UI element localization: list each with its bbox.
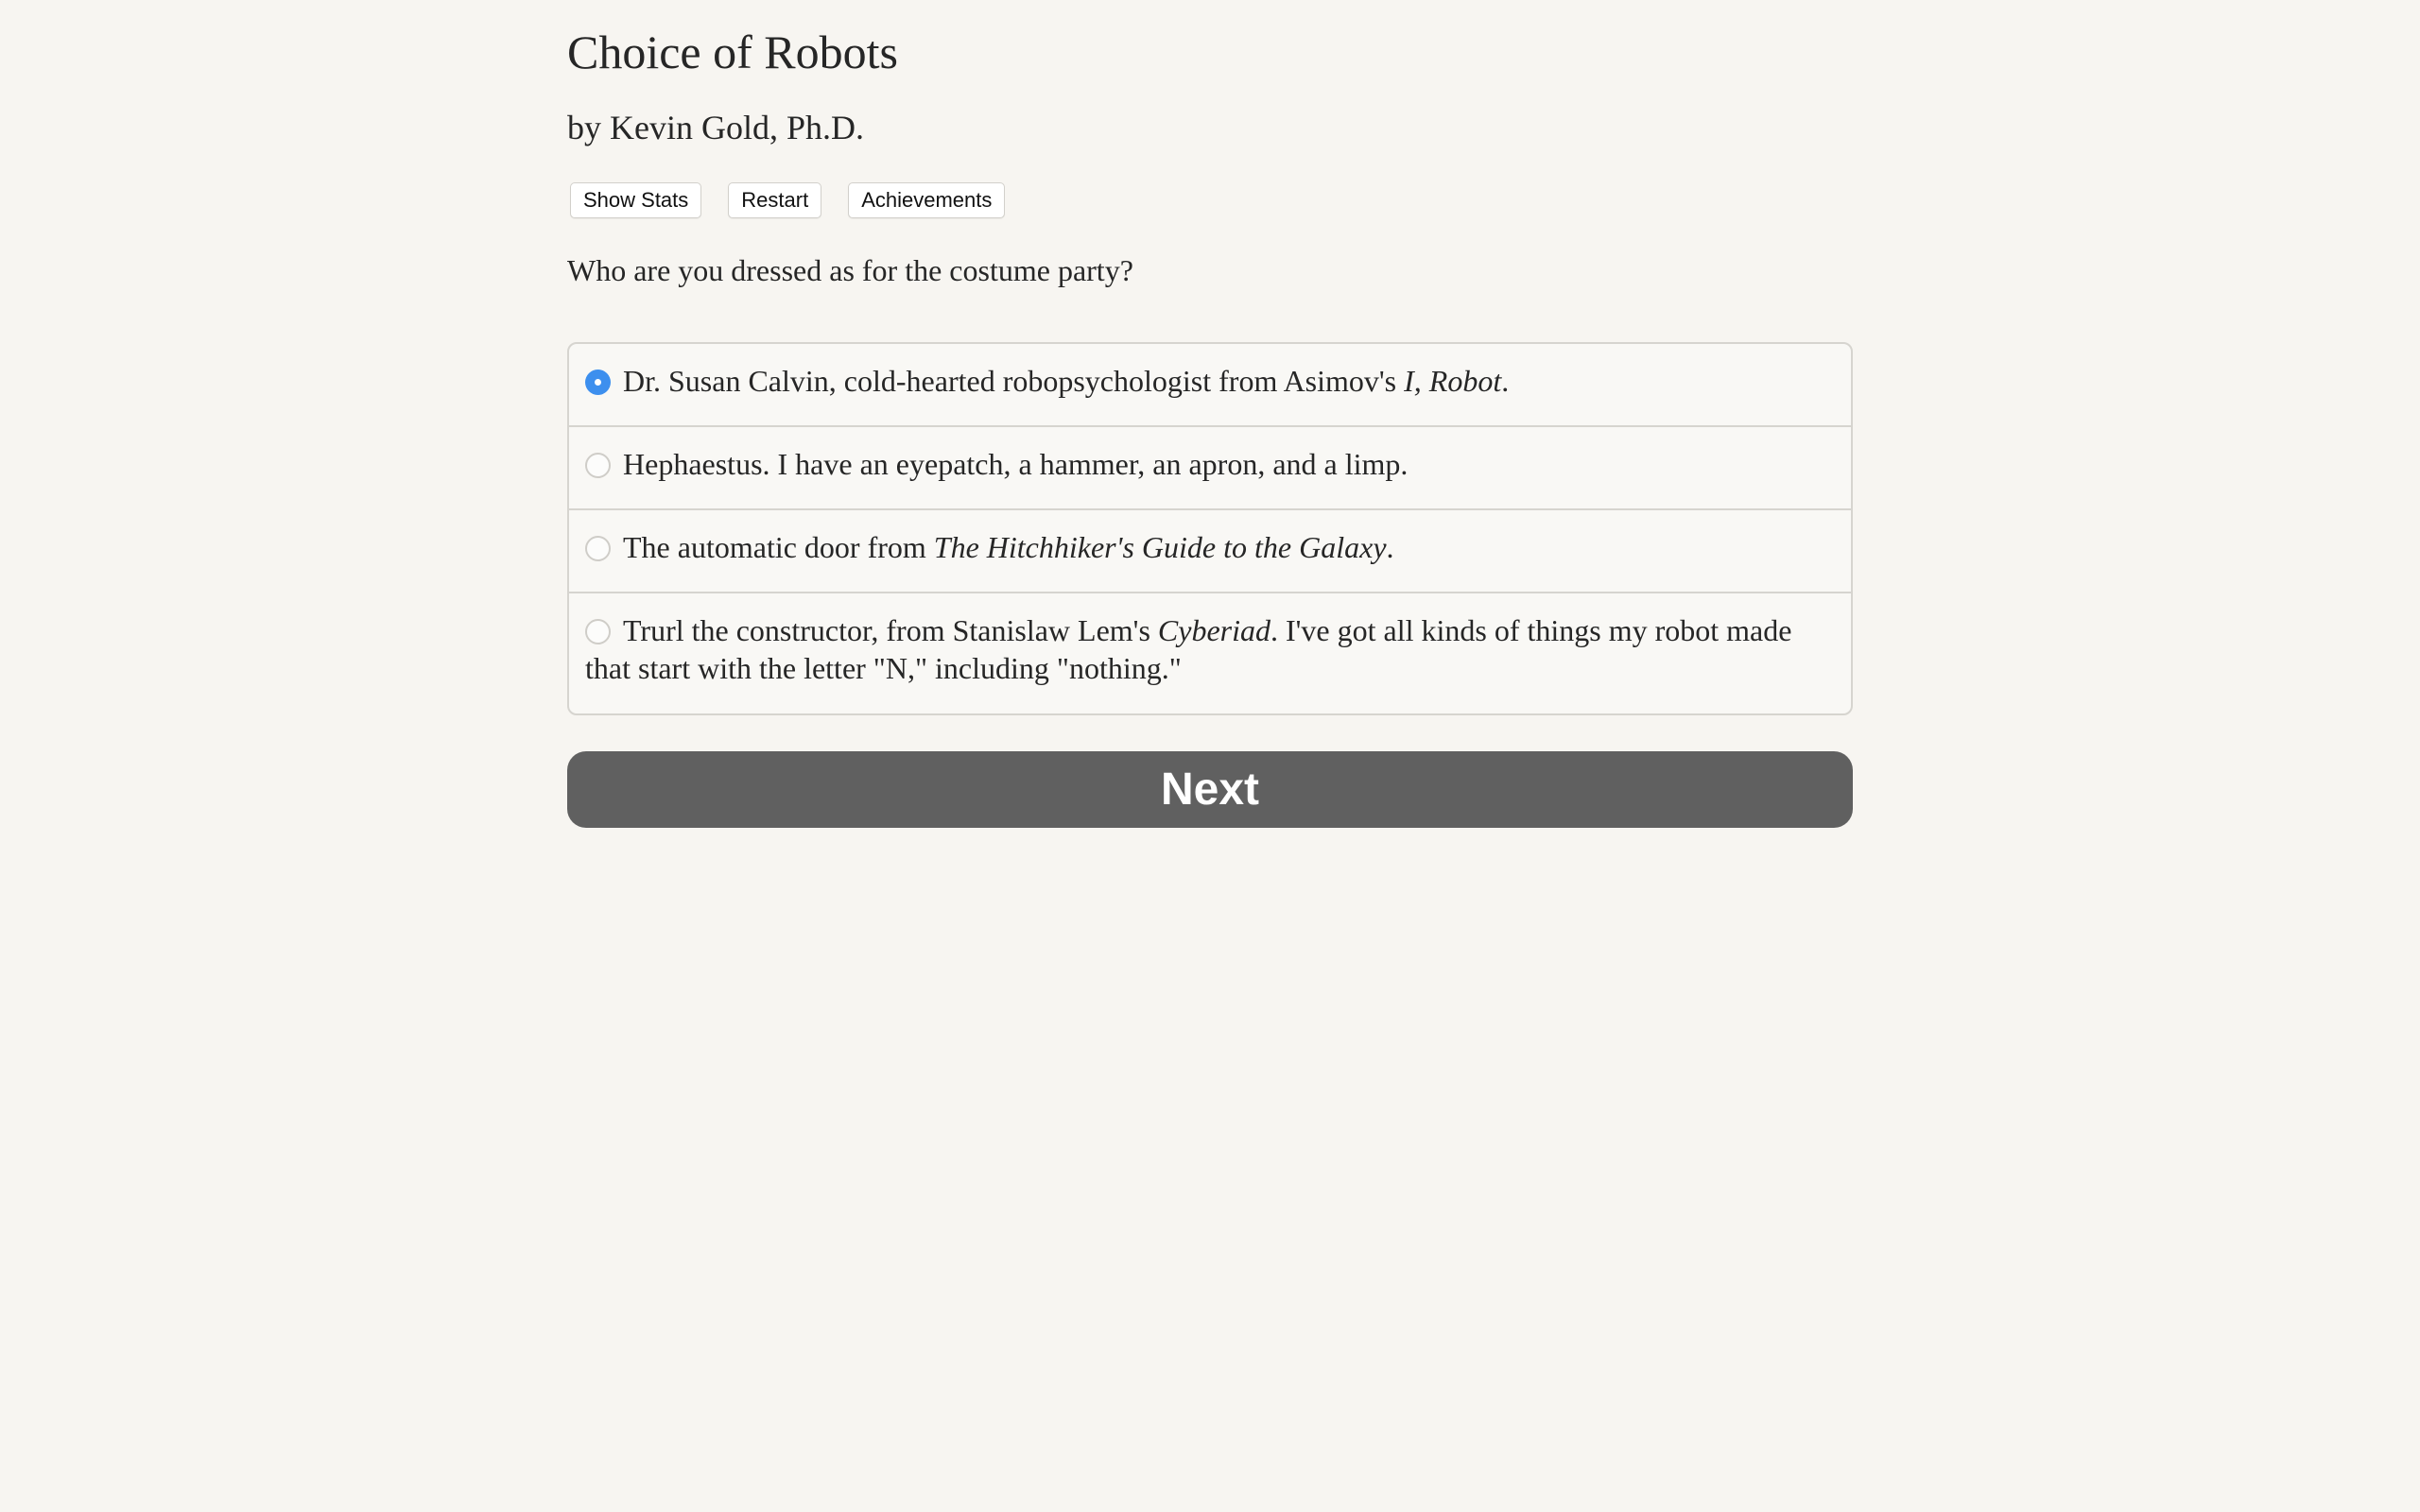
choice-option-2[interactable] xyxy=(569,427,1851,510)
choice-italic-text: Cyberiad xyxy=(1157,613,1270,647)
choice-text-end: . xyxy=(1501,364,1510,398)
choice-text: Hephaestus. I have an eyepatch, a hammer, an apron, and a limp. xyxy=(623,447,1409,481)
choice-text: Dr. Susan Calvin, cold-hearted robopsychologist from Asimov's xyxy=(623,364,1405,398)
show-stats-button[interactable]: Show Stats xyxy=(570,182,701,218)
choice-list xyxy=(567,342,1853,715)
choice-text: Trurl the constructor, from Stanislaw Lem's xyxy=(623,613,1158,647)
choice-italic-text: I, Robot xyxy=(1404,364,1502,398)
radio-unselected-icon[interactable] xyxy=(585,619,611,644)
restart-button[interactable]: Restart xyxy=(728,182,821,218)
next-button[interactable]: Next xyxy=(567,751,1853,828)
choice-option-3[interactable] xyxy=(569,510,1851,593)
choice-text-end: . xyxy=(1386,530,1394,564)
author-byline: by Kevin Gold, Ph.D. xyxy=(567,109,864,146)
radio-selected-icon[interactable] xyxy=(585,369,611,395)
question-text: Who are you dressed as for the costume party? xyxy=(567,253,1133,287)
radio-unselected-icon[interactable] xyxy=(585,536,611,561)
choice-option-1[interactable] xyxy=(569,344,1851,427)
radio-unselected-icon[interactable] xyxy=(585,453,611,478)
toolbar xyxy=(570,182,1031,218)
choice-text: The automatic door from xyxy=(623,530,934,564)
achievements-button[interactable]: Achievements xyxy=(848,182,1005,218)
game-title: Choice of Robots xyxy=(567,26,898,78)
choice-text-end: . I've got all kinds of things my robot made that start with the letter "N," including "nothing." xyxy=(585,613,1792,685)
choice-option-4[interactable] xyxy=(569,593,1851,713)
choice-italic-text: The Hitchhiker's Guide to the Galaxy xyxy=(933,530,1387,564)
